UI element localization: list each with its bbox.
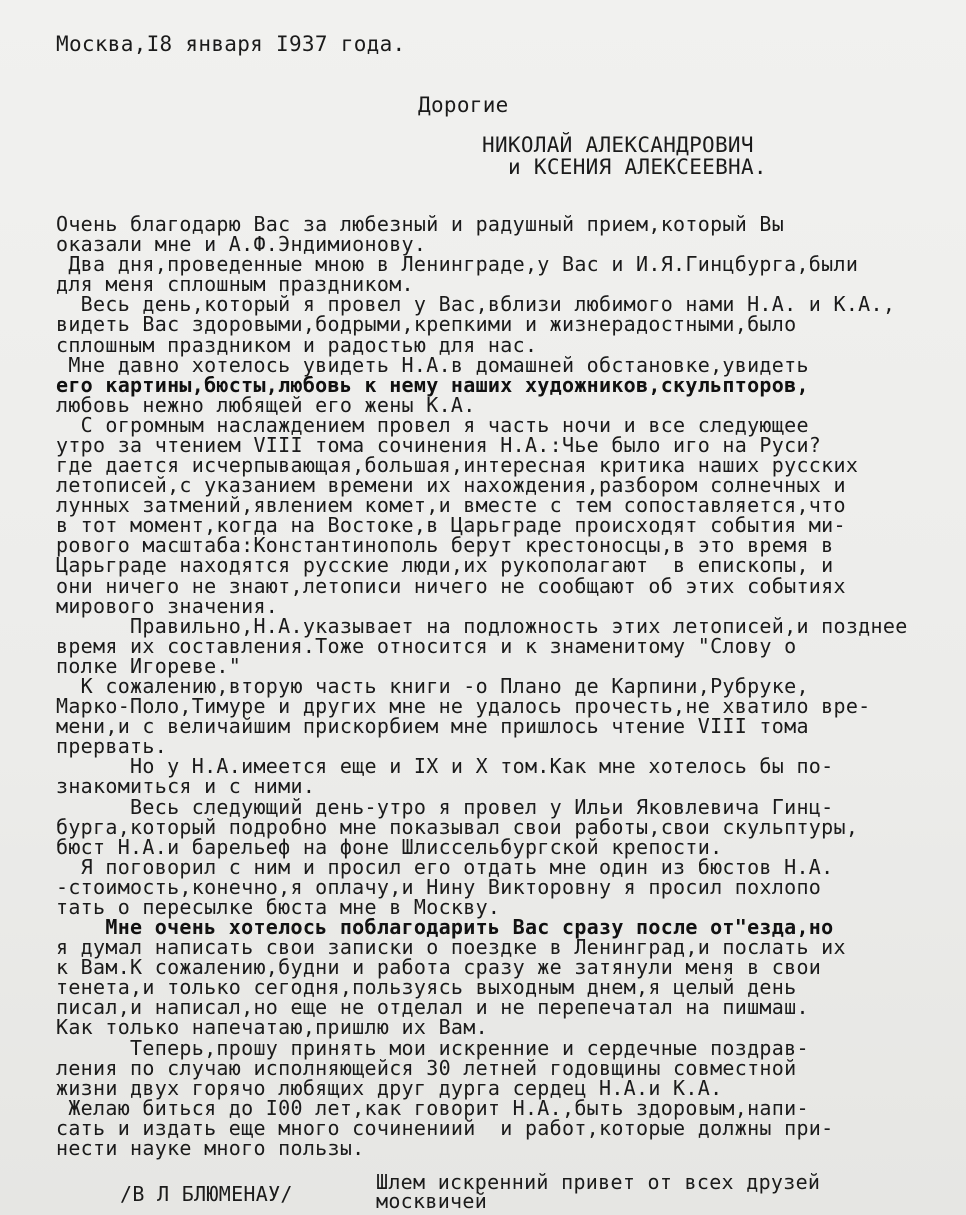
letter-closing-line-2: москвичей [376,1189,488,1213]
letter-body-line: Желаю биться до I00 лет,как говорит Н.А.,быть здоровым,напи- [56,1096,809,1120]
letter-body-line: Мне давно хотелось увидеть Н.А.в домашней обстановке,увидеть [56,353,809,377]
letter-body-line: тенета,и только сегодня,пользуясь выходным днем,я целый день [56,975,797,999]
letter-body-line: жизни двух горячо любящих друг дурга сердец Н.А.и К.А. [56,1076,723,1100]
letter-body-line: где дается исчерпывающая,большая,интересная критика наших русских [56,453,859,477]
letter-body-line: Но у Н.А.имеется еще и IX и X том.Как мне хотелось бы по- [56,754,834,778]
letter-body-line: знакомиться и с ними. [56,774,316,798]
letter-body-line: мирового значения. [56,594,279,618]
letter-body-line: писал,и написал,но еще не отделал и не перепечатал на пишмаш. [56,995,809,1019]
letter-body-line: лунных затмений,явлением комет,и вместе с тем сопоставляется,что [56,493,846,517]
letter-body-line: К сожалению,вторую часть книги -о Плано де Карпини,Рубруке, [56,674,809,698]
letter-body-line: любовь нежно любящей его жены К.А. [56,393,476,417]
letter-body-line: Весь день,который я провел у Вас,вблизи любимого нами Н.А. и К.А., [56,292,896,316]
letter-body-line: Весь следующий день-утро я провел у Ильи Яковлевича Гинц- [56,795,834,819]
letter-body-line: время их составления.Тоже относится и к знаменитому "Слову о [56,634,797,658]
letter-addressee-line-2: и КСЕНИЯ АЛЕКСЕЕВНА. [508,155,767,179]
letter-body-line: я думал написать свои записки о поездке в Ленинград,и послать их [56,935,846,959]
letter-body-line: Два дня,проведенные мною в Ленинграде,у Вас и И.Я.Гинцбурга,были [56,252,859,276]
letter-body-line: утро за чтением VIII тома сочинения Н.А.:Чье было иго на Руси? [56,433,822,457]
letter-body-line: они ничего не знают,летописи ничего не сообщают об этих событиях [56,574,846,598]
letter-body-line: Мне очень хотелось поблагодарить Вас сразу после от"езда,но [56,915,834,939]
letter-closing-line-1: Шлем искренний привет от всех друзей [376,1170,821,1194]
letter-body-line: бурга,который подробно мне показывал свои работы,свои скульптуры, [56,815,859,839]
letter-body-line: ления по случаю исполняющейся 30 летней годовщины совместной [56,1056,797,1080]
letter-body-line: сплошным праздником и радостью для нас. [56,333,538,357]
letter-body-line: Марко-Поло,Тимуре и других мне не удалось прочесть,не хватило вре- [56,694,871,718]
letter-body-line: для меня сплошным праздником. [56,272,414,296]
letter-body-line: в тот момент,когда на Востоке,в Царьграде происходят события ми- [56,513,846,537]
letter-body-line: Теперь,прошу принять мои искренние и сердечные поздрав- [56,1036,809,1060]
letter-body-line: к Вам.К сожалению,будни и работа сразу же затянули меня в свои [56,955,822,979]
letter-body-line: Царьграде находятся русские люди,их рукополагают в епископы, и [56,553,834,577]
letter-salutation: Дорогие [418,93,509,117]
letter-signature: /В Л БЛЮМЕНАУ/ [120,1182,293,1206]
letter-body-line: бюст Н.А.и барельеф на фоне Шлиссельбургской крепости. [56,835,723,859]
letter-body-line: видеть Вас здоровыми,бодрыми,крепкими и жизнерадостными,было [56,312,797,336]
letter-body-line: Как только напечатаю,пришлю их Вам. [56,1015,488,1039]
letter-dateline: Москва,I8 января I937 года. [56,32,406,56]
letter-body-line: рового масштаба:Константинополь берут крестоносцы,в это время в [56,533,834,557]
letter-body-line: летописей,с указанием времени их нахождения,разбором солнечных и [56,473,846,497]
letter-body-line: Я поговорил с ним и просил его отдать мне один из бюстов Н.А. [56,855,834,879]
letter-body-line: прервать. [56,734,168,758]
letter-body-line: тать о пересылке бюста мне в Москву. [56,895,501,919]
letter-body-line: Очень благодарю Вас за любезный и радушный прием,который Вы [56,212,785,236]
letter-body-line: -стоимость,конечно,я оплачу,и Нину Викторовну я просил похлопо [56,875,822,899]
letter-addressee-line-1: НИКОЛАЙ АЛЕКСАНДРОВИЧ [482,133,754,157]
letter-body-line: полке Игореве." [56,654,242,678]
letter-body-line: Правильно,Н.А.указывает на подложность этих летописей,и позднее [56,614,908,638]
letter-body-line: нести науке много пользы. [56,1136,365,1160]
letter-body-line: мени,и с величайшим прискорбием мне пришлось чтение VIII тома [56,714,809,738]
letter-body-line: С огромным наслаждением провел я часть ночи и все следующее [56,413,809,437]
letter-body-line: сать и издать еще много сочинениий и работ,которые должны при- [56,1116,834,1140]
letter-body-line: оказали мне и А.Ф.Эндимионову. [56,232,427,256]
letter-body-line: его картины,бюсты,любовь к нему наших художников,скульпторов, [56,373,809,397]
